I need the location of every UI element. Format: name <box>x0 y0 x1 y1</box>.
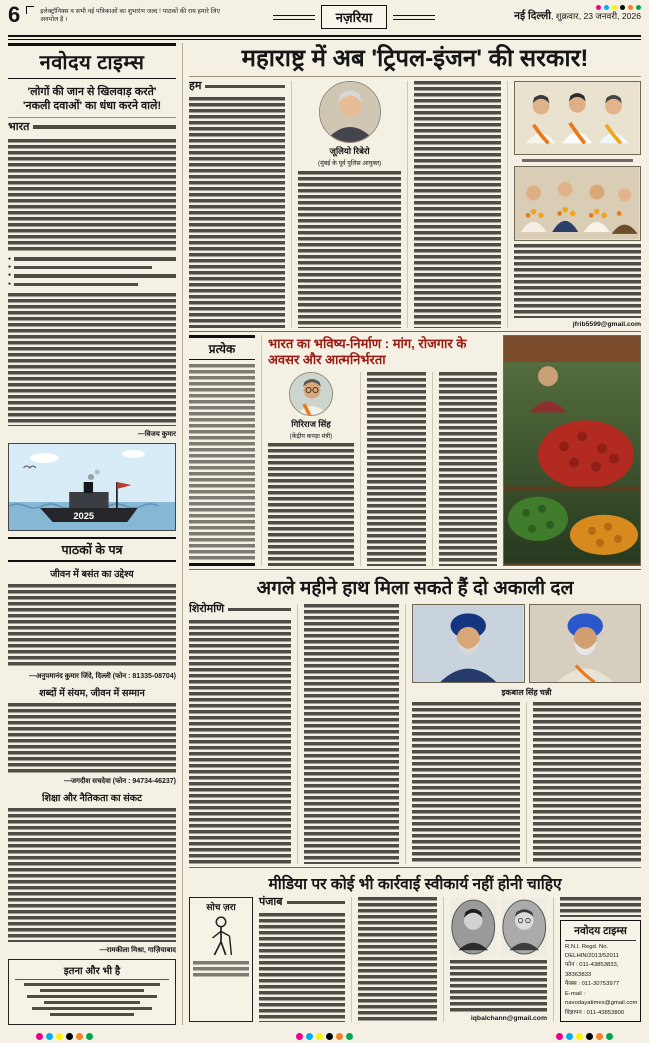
dateline: नई दिल्ली, शुक्रवार, 23 जनवरी, 2026 <box>514 10 641 22</box>
body-text <box>533 702 641 864</box>
letter-signature: —अनुपमानंद कुमार जिंदे, दिल्ली (फोन : 81335-08704) <box>29 673 176 681</box>
body-text <box>412 702 520 864</box>
body-text <box>439 372 498 566</box>
quote-column <box>189 335 255 566</box>
article-lead <box>259 897 345 908</box>
top-tagline: इलेक्ट्रॉनिक्स व सभी नई पत्रिकाओं का शुभारंभ जल्द ! पाठकों की राय हमारे लिए अनमोल है । <box>40 8 220 23</box>
article-columns <box>189 81 641 328</box>
bullet-line <box>8 273 176 278</box>
author-name: गिरिराज सिंह <box>291 418 331 429</box>
media-headline: मीडिया पर कोई भी कार्रवाई स्वीकार्य नहीं होनी चाहिए <box>268 876 562 893</box>
article-maharashtra <box>189 43 641 331</box>
leader-photos <box>412 604 641 683</box>
quote-column-header: प्रत्येक <box>189 340 255 360</box>
column-rule <box>182 43 183 1025</box>
body-text <box>304 604 399 864</box>
article-body-column <box>291 81 401 328</box>
article-body-column <box>553 897 641 1022</box>
text-line <box>228 608 291 611</box>
header-rule <box>8 35 641 40</box>
akali-headline: अगले महीने हाथ मिला सकते हैं दो अकाली दल <box>256 578 574 599</box>
article-body-column <box>259 897 345 1022</box>
politicians-photo-bottom <box>514 166 641 240</box>
author-portrait-illustration <box>320 82 380 142</box>
future-headline: भारत का भविष्य-निर्माण : मांग, रोजगार के अवसर और आत्मनिर्भरता <box>268 336 467 367</box>
body-text <box>367 372 426 566</box>
soch-box <box>189 897 253 1022</box>
letter-title: शिक्षा और नैतिकता का संकट <box>42 793 142 805</box>
ornament-rule <box>273 15 315 20</box>
crowd-photo-illustration <box>515 167 640 239</box>
article-columns <box>189 897 641 1022</box>
caption-text <box>193 961 249 979</box>
print-marks-left <box>36 1033 93 1040</box>
bullet-line <box>8 265 176 270</box>
editorial-headline-line2: 'नकली दवाओं' का धंधा करने वाले! <box>22 100 162 113</box>
main-headline: महाराष्ट्र में अब 'ट्रिपल-इंजन' की सरकार! <box>189 46 641 77</box>
publisher-info-box <box>560 920 641 1023</box>
page-body <box>8 43 641 1025</box>
body-text <box>259 913 345 1022</box>
print-marks-top-right <box>596 5 641 10</box>
quote-column-body <box>189 364 255 560</box>
lead-word: हम <box>189 79 202 92</box>
market-photo <box>503 335 641 566</box>
letter-signature: —जगदीश सचदेवा (फोन : 94734-46237) <box>63 778 176 786</box>
section-badge <box>273 5 435 29</box>
author-name: जूलियो रिबेरो <box>329 145 370 156</box>
main-area <box>189 43 641 1025</box>
article-columns <box>268 372 497 566</box>
letters-header: पाठकों के पत्र <box>8 537 176 562</box>
article-body-column <box>360 372 426 566</box>
author-portrait-illustration <box>290 373 333 416</box>
article-body-column <box>189 604 291 864</box>
ship-cartoon-illustration <box>9 444 175 530</box>
text-line <box>287 901 345 904</box>
article-body-column <box>297 604 399 864</box>
poem-line <box>50 1013 133 1016</box>
bullet-line <box>8 282 176 287</box>
letter-title: शब्दों में संयम, जीवन में सम्मान <box>39 688 145 700</box>
ornament-rule <box>393 15 435 20</box>
bullet-line <box>8 257 176 262</box>
sikh-leader-illustration <box>530 605 641 682</box>
author-photo <box>289 372 333 416</box>
letter-title: जीवन में बसंत का उद्देश्य <box>50 569 134 581</box>
body-text <box>189 620 291 864</box>
article-photo-column <box>507 81 641 328</box>
bw-portrait-illustration <box>450 897 497 957</box>
text-line <box>205 85 285 88</box>
editorial-body <box>8 139 176 251</box>
article-body-column <box>432 372 498 566</box>
bw-portrait-illustration <box>501 897 548 957</box>
body-text <box>268 443 354 566</box>
letter-body <box>8 703 176 773</box>
editorial-body <box>8 293 176 427</box>
lead-word: शिरोमणि <box>189 603 225 615</box>
article-body-column <box>407 81 501 328</box>
media-author-email: iqbalchann@gmail.com <box>470 1015 547 1022</box>
body-text <box>514 244 641 318</box>
article-body-column <box>268 372 354 566</box>
author-role: (केंद्रीय कपड़ा मंत्री) <box>289 432 333 440</box>
editorial-bullet-list <box>8 257 176 287</box>
section-name: नज़रिया <box>321 5 387 29</box>
poem-line <box>40 989 145 992</box>
market-photo-illustration <box>504 336 640 565</box>
print-marks-center <box>296 1033 353 1040</box>
editorial-signature: —विजय कुमार <box>137 431 176 439</box>
soch-box-title: सोच ज़रा <box>206 902 236 912</box>
masthead <box>8 43 176 79</box>
article-akali <box>189 569 641 867</box>
body-text <box>298 171 401 328</box>
poem-box-title: इतना और भी है <box>15 963 169 980</box>
page-header <box>8 4 641 34</box>
editorial-cartoon <box>8 443 176 531</box>
masthead-title: नवोदय टाइम्स <box>39 52 145 74</box>
letter-body <box>8 584 176 668</box>
article-lead <box>189 81 285 92</box>
article-body-column <box>526 702 641 864</box>
article-media <box>189 867 641 1025</box>
politicians-photo-top <box>514 81 641 155</box>
author-role: (मुंबई के पूर्व पुलिस आयुक्त) <box>318 159 382 167</box>
article-photo-column <box>405 604 641 864</box>
politicians-photo-illustration <box>515 82 640 154</box>
poem-line <box>44 1001 139 1004</box>
poem-box <box>8 959 176 1025</box>
editorial-headline <box>8 83 176 118</box>
body-text <box>358 897 437 1022</box>
editorial-lead <box>8 122 176 133</box>
day-name: शुक्रवार <box>555 11 579 21</box>
body-text <box>189 97 285 328</box>
page-number: 6 <box>8 2 21 27</box>
article-lead <box>189 604 291 615</box>
poem-line <box>27 995 156 998</box>
info-box-lines: R.N.I. Regd. No. DELHIN/2013/52011 फोन : 011-43853833, 38363833 फैक्स : 011-30753977 E-mail : navodayatimes@gmail.com विज्ञापन : 011-43853800 <box>565 943 638 1016</box>
svg-text:2025: 2025 <box>73 511 95 522</box>
article-future <box>189 331 641 569</box>
text-line <box>33 125 176 128</box>
article-columns <box>189 604 641 864</box>
author-email: jfrib5599@gmail.com <box>572 321 641 328</box>
photo-caption-line <box>522 159 633 162</box>
walking-figure-illustration <box>204 915 238 959</box>
article-body-column <box>351 897 437 1022</box>
print-marks-right <box>556 1033 613 1040</box>
lead-word: भारत <box>8 120 30 133</box>
body-text <box>414 81 501 328</box>
edition-name: नई दिल्ली <box>514 10 551 22</box>
lead-word: पंजाब <box>259 896 283 908</box>
portrait-photos <box>450 897 547 957</box>
letter-body <box>8 808 176 942</box>
article-body-column <box>189 81 285 328</box>
editorial-headline-line1: 'लोगों की जान से खिलवाड़ करते' <box>27 86 157 98</box>
article-body-column <box>412 702 520 864</box>
issue-date: 23 जनवरी, 2026 <box>583 11 641 21</box>
poem-line <box>24 983 160 986</box>
poem-line <box>32 1007 152 1010</box>
photo-credit: इकबाल सिंह चन्नी <box>501 688 552 698</box>
left-rail <box>8 43 176 1025</box>
body-text <box>450 960 547 1012</box>
print-marks-bar <box>0 1033 649 1040</box>
letter-signature: —रामकीला मिश्रा, गाज़ियाबाद <box>99 947 176 955</box>
akali-photo-right <box>529 604 642 683</box>
crop-mark-icon <box>26 6 34 14</box>
author-photo <box>319 81 381 143</box>
akali-photo-left <box>412 604 525 683</box>
article-future-main <box>261 335 497 566</box>
sikh-leader-illustration <box>413 605 524 682</box>
body-text <box>560 897 641 917</box>
sub-columns <box>412 702 641 864</box>
article-photo-column <box>443 897 547 1022</box>
info-box-title: नवोदय टाइम्स <box>565 924 636 941</box>
